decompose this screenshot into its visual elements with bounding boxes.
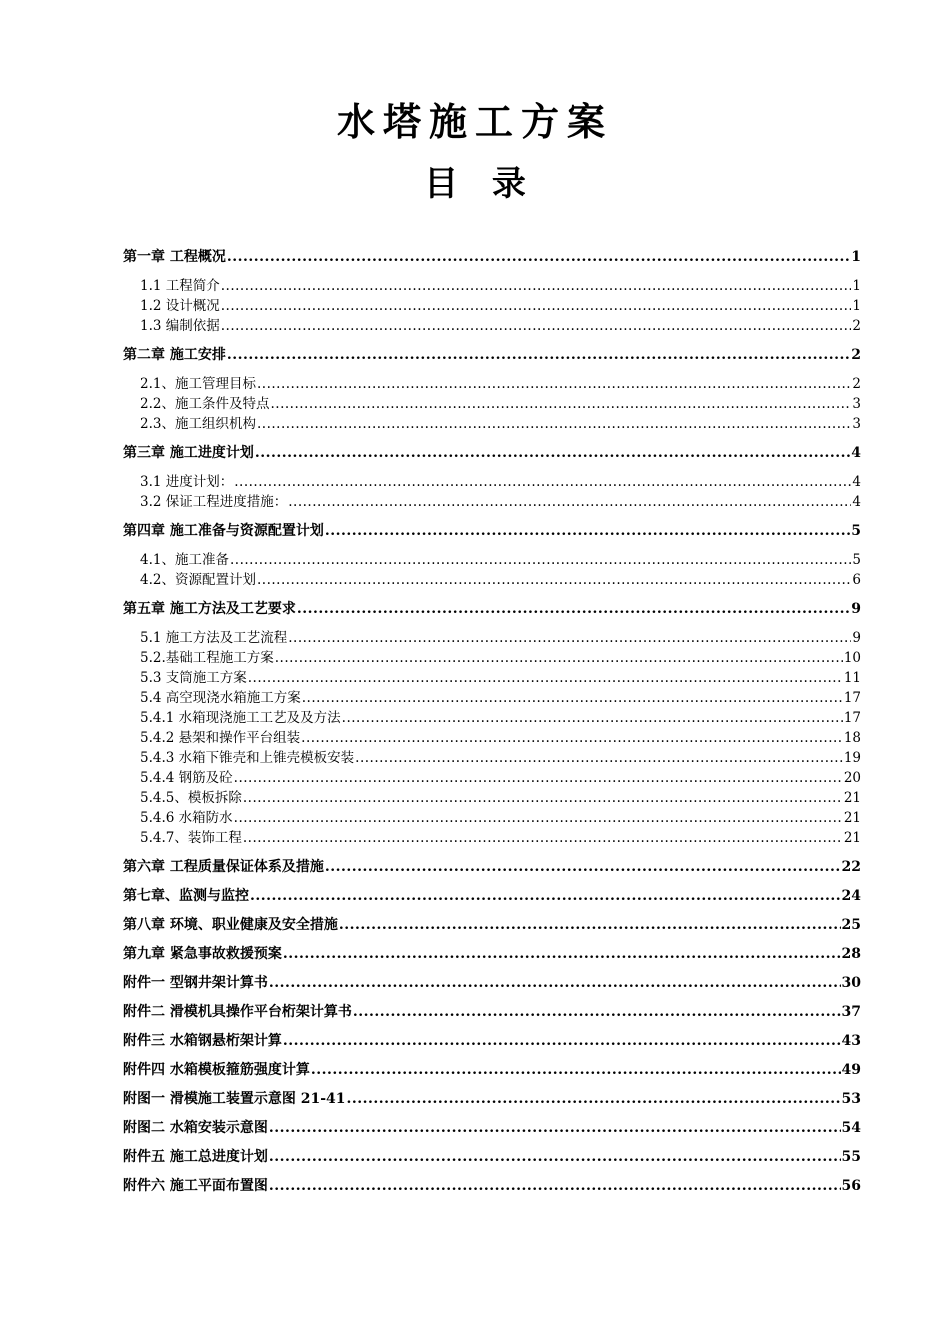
toc-page-number: 24	[841, 888, 861, 904]
toc-page-number: 55	[841, 1149, 861, 1165]
toc-dot-leader	[234, 768, 843, 788]
toc-dot-leader	[339, 915, 841, 935]
toc-page-number: 53	[841, 1091, 861, 1107]
toc-entry-label: 5.4 高空现浇水箱施工方案	[140, 690, 301, 706]
toc-page-number: 21	[843, 810, 861, 826]
toc-entry-label: 第四章 施工准备与资源配置计划	[123, 523, 324, 539]
toc-entry-label: 附件一 型钢井架计算书	[123, 975, 268, 991]
toc-section-entry[interactable]	[123, 374, 861, 394]
toc-section-entry[interactable]	[123, 394, 861, 414]
toc-page-number: 20	[843, 770, 861, 786]
toc-heading: 目 录	[424, 164, 526, 204]
toc-entry-label: 2.3、施工组织机构	[140, 416, 256, 432]
toc-entry-label: 3.1 进度计划：	[140, 474, 234, 490]
toc-chapter-entry[interactable]	[123, 973, 861, 993]
toc-page-number: 1	[851, 249, 861, 265]
toc-page-number: 9	[852, 630, 861, 646]
table-of-contents	[123, 247, 861, 1196]
toc-page-number: 1	[852, 278, 861, 294]
toc-chapter-entry[interactable]	[123, 1060, 861, 1080]
toc-dot-leader	[283, 944, 841, 964]
toc-dot-leader	[347, 1089, 841, 1109]
toc-chapter-entry[interactable]	[123, 1002, 861, 1022]
toc-entry-label: 第七章、监测与监控	[123, 888, 249, 904]
toc-entry-label: 5.4.1 水箱现浇施工工艺及及方法	[140, 710, 341, 726]
toc-dot-leader	[269, 1147, 841, 1167]
toc-entry-label: 5.4.4 钢筋及砼	[140, 770, 233, 786]
toc-section-entry[interactable]	[123, 768, 861, 788]
toc-dot-leader	[257, 414, 851, 434]
toc-page-number: 54	[841, 1120, 861, 1136]
toc-chapter-entry[interactable]	[123, 1089, 861, 1109]
document-title: 水塔施工方案	[336, 99, 613, 144]
toc-section-entry[interactable]	[123, 728, 861, 748]
toc-dot-leader	[221, 316, 852, 336]
toc-section-entry[interactable]	[123, 570, 861, 590]
toc-dot-leader	[248, 668, 843, 688]
toc-page-number: 11	[843, 670, 861, 686]
toc-entry-label: 2.2、施工条件及特点	[140, 396, 270, 412]
toc-section-entry[interactable]	[123, 550, 861, 570]
toc-section-entry[interactable]	[123, 472, 861, 492]
toc-dot-leader	[269, 1118, 841, 1138]
toc-dot-leader	[342, 708, 843, 728]
toc-dot-leader	[221, 276, 852, 296]
toc-chapter-entry[interactable]	[123, 443, 861, 463]
toc-dot-leader	[302, 688, 843, 708]
toc-page-number: 21	[843, 830, 861, 846]
toc-dot-leader	[250, 886, 841, 906]
toc-page-number: 37	[841, 1004, 861, 1020]
toc-dot-leader	[353, 1002, 841, 1022]
toc-section-entry[interactable]	[123, 808, 861, 828]
toc-dot-leader	[221, 296, 852, 316]
toc-page-number: 5	[851, 523, 861, 539]
toc-page-number: 25	[841, 917, 861, 933]
toc-dot-leader	[243, 828, 843, 848]
toc-page-number: 2	[852, 376, 861, 392]
toc-page-number: 4	[852, 494, 861, 510]
toc-section-entry[interactable]	[123, 668, 861, 688]
toc-dot-leader	[243, 788, 843, 808]
toc-entry-label: 附件二 滑模机具操作平台桁架计算书	[123, 1004, 352, 1020]
toc-page-number: 43	[841, 1033, 861, 1049]
toc-section-entry[interactable]	[123, 492, 861, 512]
toc-dot-leader	[288, 492, 851, 512]
toc-entry-label: 4.2、资源配置计划	[140, 572, 256, 588]
toc-page-number: 4	[851, 445, 861, 461]
toc-entry-label: 第一章 工程概况	[123, 249, 226, 265]
toc-dot-leader	[288, 628, 851, 648]
toc-entry-label: 第八章 环境、职业健康及安全措施	[123, 917, 338, 933]
toc-entry-label: 附件四 水箱模板箍筋强度计算	[123, 1062, 310, 1078]
toc-page-number: 4	[852, 474, 861, 490]
toc-chapter-entry[interactable]	[123, 599, 861, 619]
toc-entry-label: 5.4.6 水箱防水	[140, 810, 233, 826]
toc-page-number: 9	[851, 601, 861, 617]
toc-page-number: 17	[843, 690, 861, 706]
toc-entry-label: 附件三 水箱钢悬桁架计算	[123, 1033, 282, 1049]
toc-chapter-entry[interactable]	[123, 886, 861, 906]
toc-chapter-entry[interactable]	[123, 1176, 861, 1196]
toc-dot-leader	[275, 648, 843, 668]
toc-page-number: 17	[843, 710, 861, 726]
toc-section-entry[interactable]	[123, 688, 861, 708]
toc-dot-leader	[355, 748, 843, 768]
toc-section-entry[interactable]	[123, 276, 861, 296]
toc-section-entry[interactable]	[123, 316, 861, 336]
toc-page-number: 3	[852, 416, 861, 432]
toc-dot-leader	[227, 247, 850, 267]
toc-entry-label: 5.3 支筒施工方案	[140, 670, 247, 686]
toc-section-entry[interactable]	[123, 414, 861, 434]
toc-dot-leader	[311, 1060, 841, 1080]
toc-page-number: 3	[852, 396, 861, 412]
toc-entry-label: 第二章 施工安排	[123, 347, 226, 363]
toc-dot-leader	[297, 599, 850, 619]
toc-entry-label: 5.4.7、装饰工程	[140, 830, 242, 846]
toc-section-entry[interactable]	[123, 628, 861, 648]
toc-entry-label: 附件六 施工平面布置图	[123, 1178, 268, 1194]
toc-page-number: 10	[843, 650, 861, 666]
toc-entry-label: 5.1 施工方法及工艺流程	[140, 630, 288, 646]
toc-page-number: 49	[841, 1062, 861, 1078]
toc-section-entry[interactable]	[123, 748, 861, 768]
toc-chapter-entry[interactable]	[123, 944, 861, 964]
toc-section-entry[interactable]	[123, 708, 861, 728]
toc-page-number: 56	[841, 1178, 861, 1194]
toc-entry-label: 1.3 编制依据	[140, 318, 220, 334]
toc-entry-label: 附件五 施工总进度计划	[123, 1149, 268, 1165]
toc-chapter-entry[interactable]	[123, 1147, 861, 1167]
toc-page-number: 19	[843, 750, 861, 766]
toc-chapter-entry[interactable]	[123, 1118, 861, 1138]
toc-entry-label: 第六章 工程质量保证体系及措施	[123, 859, 324, 875]
toc-chapter-entry[interactable]	[123, 521, 861, 541]
toc-page-number: 6	[852, 572, 861, 588]
toc-dot-leader	[283, 1031, 841, 1051]
toc-page-number: 22	[841, 859, 861, 875]
toc-chapter-entry[interactable]	[123, 857, 861, 877]
toc-page-number: 2	[851, 347, 861, 363]
toc-page-number: 28	[841, 946, 861, 962]
toc-entry-label: 5.4.5、模板拆除	[140, 790, 242, 806]
toc-entry-label: 第九章 紧急事故救援预案	[123, 946, 282, 962]
toc-dot-leader	[325, 857, 841, 877]
toc-section-entry[interactable]	[123, 788, 861, 808]
toc-page-number: 2	[852, 318, 861, 334]
toc-page-number: 5	[852, 552, 861, 568]
toc-entry-label: 第五章 施工方法及工艺要求	[123, 601, 296, 617]
toc-page-number: 18	[843, 730, 861, 746]
toc-dot-leader	[234, 808, 843, 828]
toc-section-entry[interactable]	[123, 296, 861, 316]
toc-dot-leader	[255, 443, 850, 463]
toc-dot-leader	[325, 521, 850, 541]
toc-entry-label: 5.2.基础工程施工方案	[140, 650, 274, 666]
toc-section-entry[interactable]	[123, 828, 861, 848]
toc-entry-label: 第三章 施工进度计划	[123, 445, 254, 461]
toc-entry-label: 5.4.3 水箱下锥壳和上锥壳模板安装	[140, 750, 355, 766]
toc-page-number: 21	[843, 790, 861, 806]
toc-entry-label: 附图一 滑模施工装置示意图 21-41	[123, 1091, 346, 1107]
toc-chapter-entry[interactable]	[123, 247, 861, 267]
toc-dot-leader	[227, 345, 850, 365]
toc-dot-leader	[234, 472, 851, 492]
toc-entry-label: 1.2 设计概况	[140, 298, 220, 314]
toc-chapter-entry[interactable]	[123, 345, 861, 365]
toc-entry-label: 5.4.2 悬架和操作平台组装	[140, 730, 301, 746]
toc-entry-label: 4.1、施工准备	[140, 552, 229, 568]
toc-entry-label: 2.1、施工管理目标	[140, 376, 256, 392]
toc-dot-leader	[257, 570, 851, 590]
toc-dot-leader	[257, 374, 851, 394]
toc-dot-leader	[269, 973, 841, 993]
toc-page-number: 30	[841, 975, 861, 991]
toc-dot-leader	[270, 394, 851, 414]
toc-entry-label: 3.2 保证工程进度措施：	[140, 494, 288, 510]
toc-entry-label: 附图二 水箱安装示意图	[123, 1120, 268, 1136]
toc-entry-label: 1.1 工程简介	[140, 278, 220, 294]
toc-dot-leader	[301, 728, 843, 748]
toc-dot-leader	[230, 550, 851, 570]
toc-chapter-entry[interactable]	[123, 1031, 861, 1051]
toc-chapter-entry[interactable]	[123, 915, 861, 935]
toc-dot-leader	[269, 1176, 841, 1196]
toc-section-entry[interactable]	[123, 648, 861, 668]
toc-page-number: 1	[852, 298, 861, 314]
